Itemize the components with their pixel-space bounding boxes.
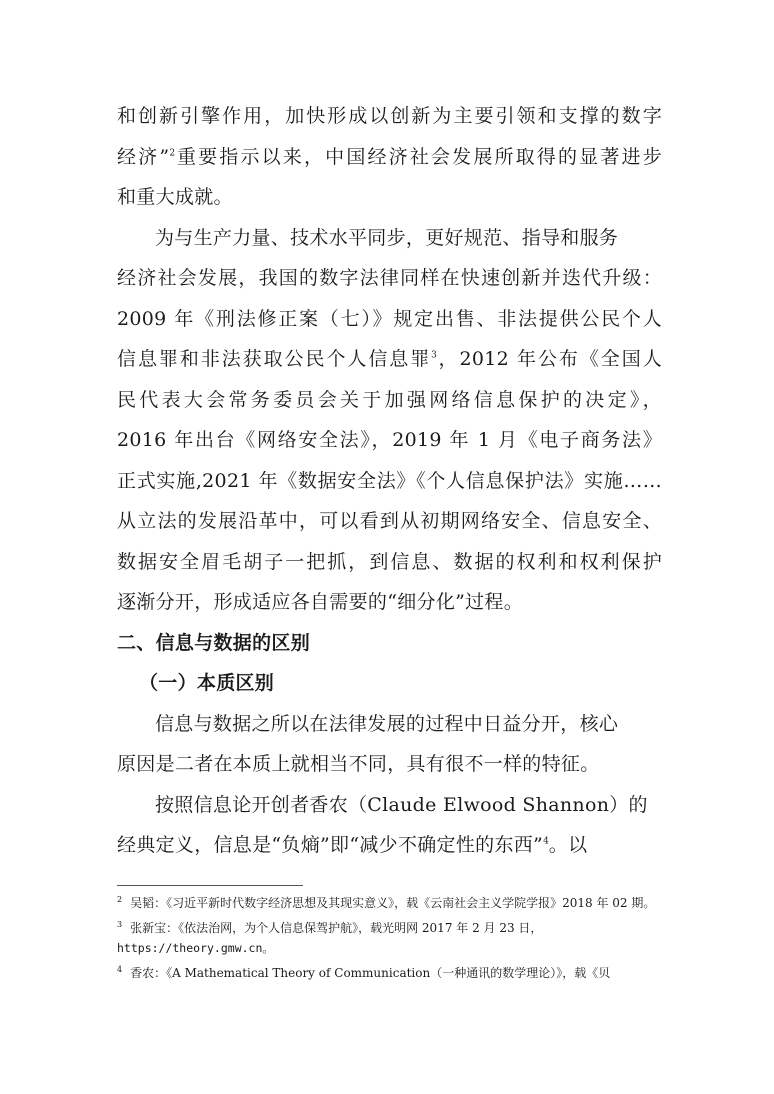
text-line: 数据安全眉毛胡子一把抓，到信息、数据的权利和权利保护 bbox=[117, 550, 662, 573]
text-line: 逐渐分开，形成适应各自需要的“细分化”过程。 bbox=[117, 591, 524, 613]
paragraph-3 bbox=[117, 704, 662, 785]
text-line: 和创新引擎作用，加快形成以创新为主要引领和支撑的数字 bbox=[117, 105, 662, 127]
text-line bbox=[117, 339, 662, 380]
text-line bbox=[117, 137, 662, 178]
footnote-text: 吴韬：《习近平新时代数字经济思想及其现实意义》，载《云南社会主义学院学报》2018 年 02 期。 bbox=[130, 896, 656, 910]
footnote-mark: 2 bbox=[117, 895, 123, 904]
footnotes bbox=[117, 893, 662, 987]
text-line: 经济社会发展，我国的数字法律同样在快速创新并迭代升级： bbox=[117, 267, 662, 289]
paragraph-2 bbox=[117, 218, 662, 623]
text-line: 2016 年出台《网络安全法》，2019 年 1 月《电子商务法》 bbox=[117, 429, 662, 451]
text-fragment: ，2012 年公布《全国人 bbox=[436, 348, 662, 370]
text-fragment: 经济” bbox=[117, 145, 170, 168]
body-text bbox=[117, 96, 662, 866]
text-line: 信息与数据之所以在法律发展的过程中日益分开，核心 bbox=[155, 712, 619, 735]
footnote-ref[interactable]: 3 bbox=[431, 350, 437, 361]
footnote-link[interactable]: https://theory.gmw.cn。 bbox=[117, 941, 274, 955]
text-line: 原因是二者在本质上就相当不同，具有很不一样的特征。 bbox=[117, 753, 600, 775]
footnote-mark: 4 bbox=[117, 964, 123, 974]
footnote-ref[interactable]: 4 bbox=[543, 836, 549, 847]
text-line: 从立法的发展沿革中，可以看到从初期网络安全、信息安全、 bbox=[117, 510, 662, 532]
footnote-mark: 3 bbox=[117, 919, 123, 929]
paragraph-1 bbox=[117, 96, 662, 218]
text-fragment: 重要指示以来，中国经济社会发展所取得的显著进步 bbox=[175, 145, 662, 168]
paragraph-4 bbox=[117, 785, 662, 866]
text-line: 按照信息论开创者香农（Claude Elwood Shannon）的 bbox=[155, 793, 648, 816]
footnote-item bbox=[117, 963, 662, 984]
footnote-text: 张新宝：《依法治网，为个人信息保驾护航》，载光明网 2017 年 2 月 23 日， bbox=[130, 920, 543, 935]
text-fragment: 经典定义，信息是“负熵”即“减少不确定性的东西” bbox=[117, 834, 544, 856]
footnote-ref[interactable]: 2 bbox=[169, 148, 176, 159]
text-line: 为与生产力量、技术水平同步，更好规范、指导和服务 bbox=[155, 226, 619, 249]
section-heading: 二、信息与数据的区别 bbox=[117, 631, 311, 654]
text-line: 和重大成就。 bbox=[117, 186, 233, 208]
text-line: 2009 年《刑法修正案（七）》规定出售、非法提供公民个人 bbox=[117, 307, 662, 330]
footnote-item bbox=[117, 918, 662, 959]
footnote-item bbox=[117, 893, 662, 914]
text-line: 正式实施,2021 年《数据安全法》《个人信息保护法》实施…… bbox=[117, 469, 662, 492]
subsection-heading: （一）本质区别 bbox=[139, 672, 275, 694]
text-fragment: 信息罪和非法获取公民个人信息罪 bbox=[117, 348, 432, 370]
footnote-text: 香农：《A Mathematical Theory of Communication（一种通讯的数学理论）》，载《贝 bbox=[130, 965, 611, 980]
text-line: 民代表大会常务委员会关于加强网络信息保护的决定》， bbox=[117, 388, 662, 411]
footnote-separator bbox=[117, 885, 303, 886]
text-line bbox=[117, 825, 662, 866]
text-fragment: 。以 bbox=[548, 834, 588, 856]
